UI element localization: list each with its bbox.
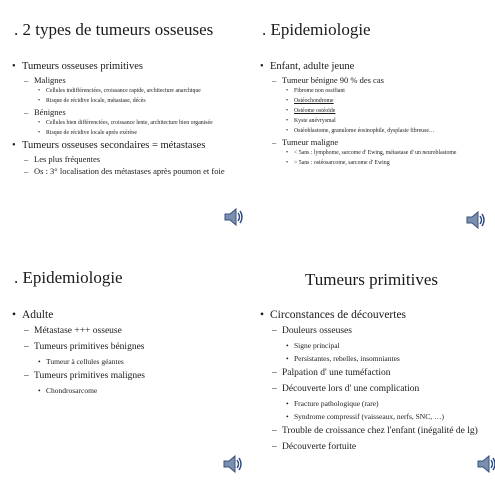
speaker-icon[interactable] <box>465 209 487 231</box>
bullet-level2: – Os : 3° localisation des métastases après poumon et foie <box>24 166 241 177</box>
bullet-level2: – Bénignes <box>24 107 241 118</box>
bullet-level3: • Ostéoblastome, granulome éosinophile, dysplasie fibreuse… <box>286 127 489 135</box>
bullet-level3: • Cellules bien différenciées, croissance lente, architecture bien organisée <box>38 119 241 127</box>
bullet-level3: • Signe principal <box>286 341 489 351</box>
speaker-icon[interactable] <box>223 206 245 228</box>
bullet-level2: – Tumeur maligne <box>272 137 489 148</box>
bullet-level1: • Circonstances de découvertes <box>258 308 489 323</box>
slide-epidemiology-adults <box>0 248 247 495</box>
bullet-level3: • > 5ans : ostéosarcome, sarcome d' Ewing <box>286 159 489 167</box>
bullet-level3: • Risque de récidive locale, métastase, décès <box>38 97 241 105</box>
bullet-level1: • Adulte <box>10 308 241 323</box>
bullet-level2: – Trouble de croissance chez l'enfant (inégalité de lg) <box>272 425 489 438</box>
bullet-level1: • Tumeurs osseuses primitives <box>10 60 241 73</box>
bullet-level2: – Métastase +++ osseuse <box>24 325 241 338</box>
bullet-level3: • Ostéochondrome <box>286 97 489 105</box>
bullet-level2: – Découverte lors d' une complication <box>272 383 489 396</box>
bullet-level3: • Fibrome non ossifiant <box>286 87 489 95</box>
bullet-level3: • Persistantes, rebelles, insomniantes <box>286 354 489 364</box>
bullet-level1: • Tumeurs osseuses secondaires = métastases <box>10 139 241 152</box>
slide-primary-tumors <box>248 248 495 495</box>
slide-title: . 2 types de tumeurs osseuses <box>14 20 214 39</box>
slide-title: Tumeurs primitives <box>304 270 439 289</box>
bullet-level3: • < 5ans : lymphome, sarcome d' Ewing, métastase d' un neuroblastome <box>286 149 489 157</box>
bullet-level2: – Palpation d' une tuméfaction <box>272 367 489 380</box>
bullet-level3: • Risque de récidive locale après exérèse <box>38 129 241 137</box>
bullet-level3: • Tumeur à cellules géantes <box>38 357 241 367</box>
bullet-level3: • Ostéome ostéoïde <box>286 107 489 115</box>
slide-tumor-types <box>0 0 247 247</box>
bullet-level2: – Découverte fortuite <box>272 441 489 454</box>
slide-body <box>258 60 489 169</box>
bullet-level2: – Tumeurs primitives malignes <box>24 370 241 383</box>
speaker-icon[interactable] <box>222 453 244 475</box>
bullet-level2: – Tumeurs primitives bénignes <box>24 341 241 354</box>
slide-body <box>10 308 241 399</box>
slide-body <box>10 60 241 178</box>
bullet-level2: – Douleurs osseuses <box>272 325 489 338</box>
slide-title: . Epidemiologie <box>262 20 371 39</box>
bullet-level3: • Fracture pathologique (rare) <box>286 399 489 409</box>
slide-body <box>258 308 489 457</box>
bullet-level3: • Cellules indifférenciées, croissance rapide, architecture anarchique <box>38 87 241 95</box>
bullet-level3: • Kyste anévrysmal <box>286 117 489 125</box>
bullet-level3: • Syndrome compressif (vaisseaux, nerfs, SNC, …) <box>286 412 489 422</box>
slide-title: . Epidemiologie <box>14 268 123 287</box>
bullet-level3: • Chondrosarcome <box>38 386 241 396</box>
slide-epidemiology-children <box>248 0 495 247</box>
bullet-level2: – Les plus fréquentes <box>24 154 241 165</box>
bullet-level2: – Malignes <box>24 75 241 86</box>
bullet-level2: – Tumeur bénigne 90 % des cas <box>272 75 489 86</box>
bullet-level1: • Enfant, adulte jeune <box>258 60 489 73</box>
speaker-icon[interactable] <box>476 453 495 475</box>
